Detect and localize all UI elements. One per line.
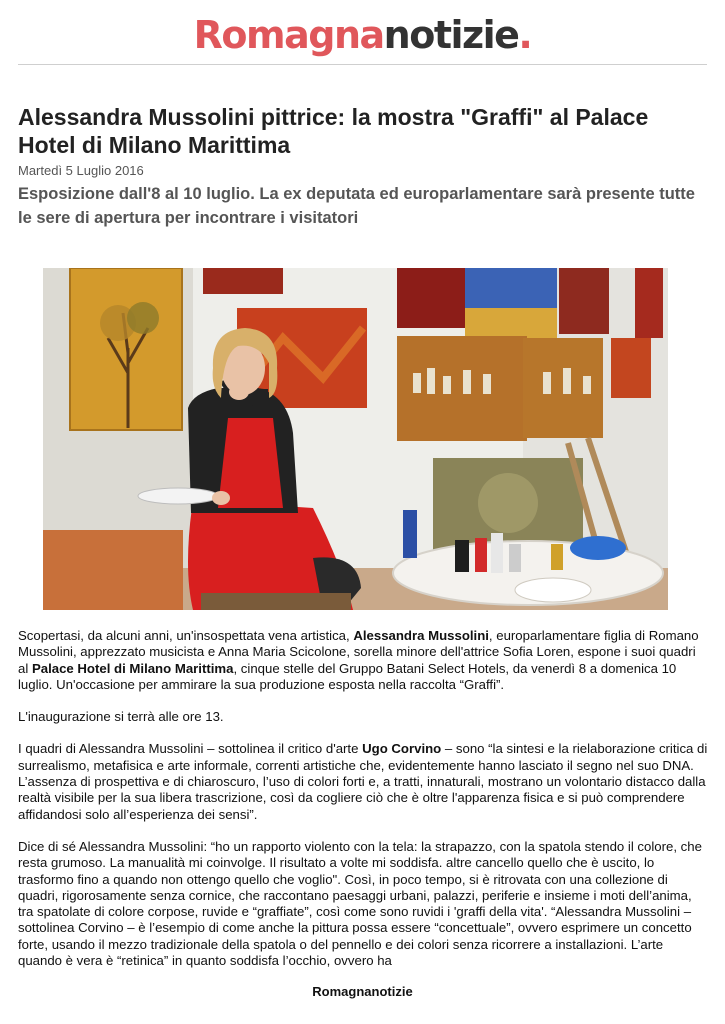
bold-critic: Ugo Corvino	[362, 741, 442, 757]
logo-part-notizie: notizie	[383, 13, 519, 57]
logo-part-romagna: Romagna	[193, 13, 384, 57]
article-photo	[43, 268, 668, 610]
bold-name: Alessandra Mussolini	[353, 628, 489, 643]
paragraph-quote: Dice di sé Alessandra Mussolini: “ho un rapporto violento con la tela: la strapazzo, con la spatola stendo il colore, che resta grumoso. La manualità mi coinvolge. Il risultato a volte mi soddisfa. altre cancello quello che è uscito, lo trasformo fino a quando non ottengo quello che voglio". Così, in poco tempo, si è ritrovata con una collezione di quadri, rigorosamente senza cornice, che raccontano paesaggi urbani, palazzi, periferie e insieme i moti dell’anima, tra spatolate di colore corpose, ruvide e “graffiate”, così come sono ruvidi i 'graffi della vita'. “Alessandra Mussolini – sottolinea Corvino – è l’esempio di come anche la pittura possa essere “concettuale”, ovvero esprimere un concetto forte, usando il mezzo tradizionale della spatola o del pennello e dei colori senza ricorrere a installazioni. L’arte quando è vera è “retinica” in quanto soddisfa l’occhio, ovvero ha	[18, 838, 702, 969]
text-run: , cinque stelle del Gruppo Batani Select Hotels, da venerdì 8 a domenica 10 luglio. Un'occasione per ammirare la sua produzione esposta nella raccolta “Graffi”.	[18, 660, 677, 692]
site-logo[interactable]	[0, 12, 725, 58]
paragraph-intro	[18, 628, 708, 693]
text-run: – sono “la sintesi e la rielaborazione critica di surrealismo, metafisica e arte informale, correnti artistiche che, evidentemente hanno lasciato il segno nel suo DNA. L’assenza di prospettiva e di chiaroscuro, l’uso di colori forti e, a tratti, innaturali, mostrano un volontario distacco dalla realtà visibile per la sua libera trascrizione, così da cogliere ciò che è oltre l'apparenza fisica e si può comprendere affidandosi solo all’esperienza dei sensi”.	[18, 741, 708, 822]
paragraph-inauguration: L'inaugurazione si terrà alle ore 13.	[18, 709, 224, 725]
text-run: Scopertasi, da alcuni anni, un'insospettata vena artistica,	[18, 628, 354, 643]
footer-site-name: Romagnanotizie	[312, 984, 413, 999]
logo-dot: .	[518, 13, 532, 57]
article-body	[18, 628, 708, 985]
header-divider	[18, 64, 707, 65]
paragraph-critic	[18, 741, 708, 822]
article-subtitle: Esposizione dall'8 al 10 luglio. La ex deputata ed europarlamentare sarà presente tutte le sere di apertura per incontrare i visitatori	[18, 185, 695, 227]
text-run: , europarlamentare figlia di Romano Mussolini, apprezzato musicista e Anna Maria Scicolone, sorella minore dell'attrice Sofia Loren, espone i suoi quadri al	[18, 628, 699, 676]
article-date: Martedì 5 Luglio 2016	[18, 163, 144, 178]
article-title: Alessandra Mussolini pittrice: la mostra "Graffi" al Palace Hotel di Milano Marittima	[18, 104, 649, 158]
bold-venue: Palace Hotel di Milano Marittima	[31, 660, 234, 676]
text-run: I quadri di Alessandra Mussolini – sottolinea il critico d'arte	[18, 741, 363, 757]
